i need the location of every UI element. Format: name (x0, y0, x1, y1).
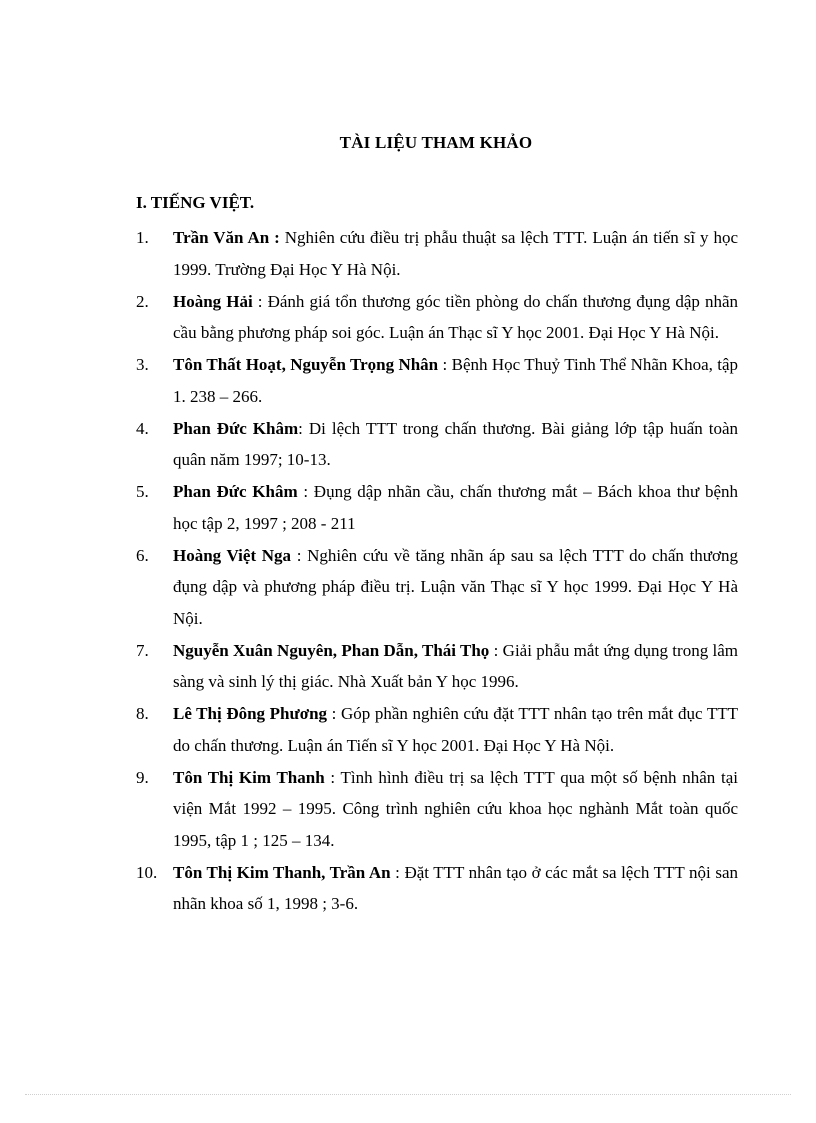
reference-number: 2. (136, 291, 149, 311)
reference-number: 10. (136, 862, 158, 882)
reference-item (136, 476, 738, 539)
reference-item (136, 698, 738, 761)
reference-text: : Bệnh Học Thuỷ Tinh Thể Nhãn Khoa, tập 1. 238 – 266. (173, 355, 739, 406)
page-bottom-divider (25, 1094, 791, 1095)
reference-item (136, 857, 738, 920)
section-heading: I. TIẾNG VIỆT. (136, 193, 255, 212)
reference-list (136, 222, 738, 920)
reference-text: : Đụng dập nhãn cầu, chấn thương mắt – Bách khoa thư bệnh học tập 2, 1997 ; 208 - 211 (173, 482, 739, 533)
reference-number: 9. (136, 767, 149, 787)
reference-author: Trần Văn An : (173, 228, 280, 247)
reference-text: Nghiên cứu điều trị phẫu thuật sa lệch TTT. Luận án tiến sĩ y học 1999. Trường Đại Học Y Hà Nội. (173, 228, 738, 279)
page-title: TÀI LIỆU THAM KHẢO (339, 133, 533, 152)
reference-author: Hoàng Hải (173, 291, 253, 311)
reference-item (136, 762, 738, 857)
reference-number: 6. (136, 545, 149, 565)
reference-number: 5. (136, 482, 149, 501)
reference-item (136, 635, 738, 698)
reference-author: Phan Đức Khâm (173, 418, 299, 438)
reference-author: Hoàng Việt Nga (173, 545, 292, 565)
reference-number: 4. (136, 418, 149, 438)
reference-author: Tôn Thất Hoạt, Nguyễn Trọng Nhân (173, 355, 439, 374)
reference-text: : Góp phần nghiên cứu đặt TTT nhân tạo trên mắt đục TTT do chấn thương. Luận án Tiến sĩ Y học 2001. Đại Học Y Hà Nội. (173, 704, 738, 755)
reference-text: : Giải phẫu mắt ứng dụng trong lâm sàng và sinh lý thị giác. Nhà Xuất bản Y học 1996. (173, 640, 739, 691)
reference-item (136, 349, 738, 412)
reference-number: 8. (136, 704, 149, 723)
reference-author: Tôn Thị Kim Thanh (173, 767, 325, 787)
reference-author: Lê Thị Đông Phương (173, 704, 328, 723)
reference-text: : Nghiên cứu về tăng nhãn áp sau sa lệch TTT do chấn thương đụng dập và phương pháp điều trị. Luận văn Thạc sĩ Y học 1999. Đại Học Y Hà Nội. (173, 545, 738, 628)
reference-author: Tôn Thị Kim Thanh, Trần An (173, 862, 391, 882)
reference-number: 1. (136, 228, 149, 247)
reference-author: Nguyễn Xuân Nguyên, Phan Dẫn, Thái Thọ (173, 640, 490, 660)
reference-author: Phan Đức Khâm (173, 482, 298, 501)
reference-text: : Tình hình điều trị sa lệch TTT qua một số bệnh nhân tại viện Mắt 1992 – 1995. Công trình nghiên cứu khoa học nghành Mắt toàn quốc 1995, tập 1 ; 125 – 134. (173, 767, 738, 850)
reference-number: 7. (136, 640, 149, 660)
reference-text: : Đánh giá tổn thương góc tiền phòng do chấn thương đụng dập nhãn cầu bằng phương pháp soi góc. Luận án Thạc sĩ Y học 2001. Đại Học Y Hà Nội. (173, 291, 739, 342)
reference-text: : Đặt TTT nhân tạo ở các mắt sa lệch TTT nội san nhãn khoa số 1, 1998 ; 3-6. (173, 862, 738, 913)
reference-number: 3. (136, 355, 149, 374)
reference-item (136, 413, 738, 476)
reference-item (136, 540, 738, 635)
reference-item (136, 222, 738, 285)
reference-text: : Di lệch TTT trong chấn thương. Bài giảng lớp tập huấn toàn quân năm 1997; 10-13. (173, 418, 739, 469)
reference-item (136, 286, 738, 349)
